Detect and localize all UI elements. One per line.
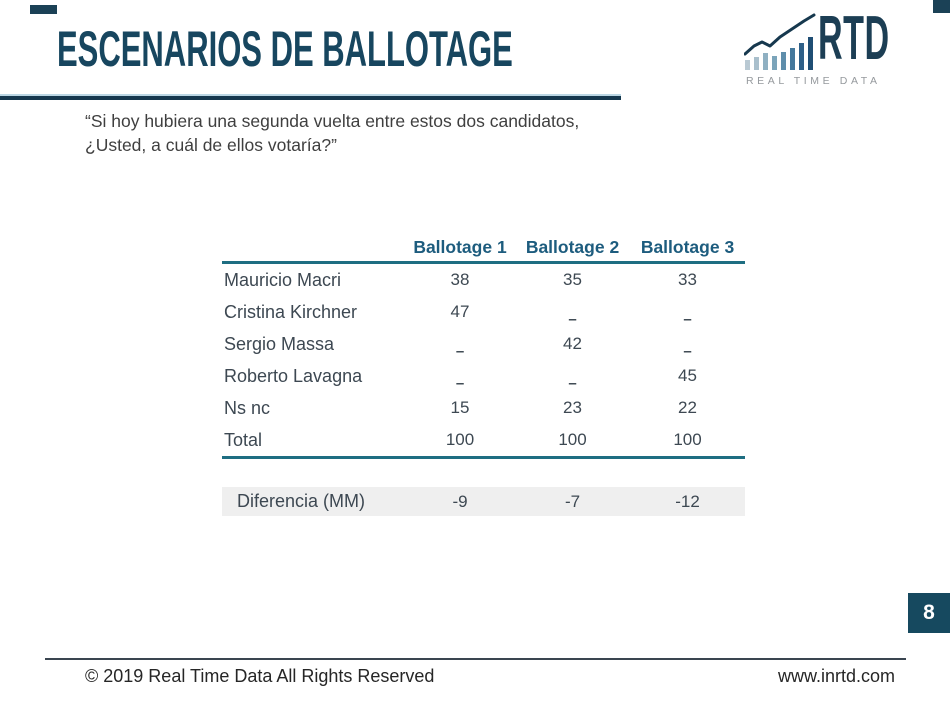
table-header-row	[222, 233, 745, 261]
table-cell-value: –	[568, 374, 577, 392]
diferencia-row	[222, 487, 745, 516]
ballotage-table	[222, 233, 745, 459]
table-cell-value: 15	[450, 398, 470, 417]
survey-question	[85, 109, 579, 157]
row-label: Roberto Lavagna	[224, 365, 363, 386]
page-number-badge: 8	[908, 593, 950, 633]
row-label: Sergio Massa	[224, 333, 335, 354]
table-cell-value: 23	[563, 398, 582, 417]
table-cell-value: 100	[445, 430, 475, 449]
table-cell-value: 42	[563, 334, 582, 353]
table-row-total	[222, 424, 745, 456]
logo-wordmark: RTD	[818, 4, 890, 73]
diferencia-value: -12	[675, 491, 700, 511]
table-cell-value: –	[455, 342, 465, 360]
table-cell-value: 100	[673, 430, 702, 449]
table-cell-value: –	[683, 310, 692, 328]
column-header-ballotage-3: Ballotage 3	[640, 236, 735, 257]
table-row	[222, 328, 745, 360]
title-underline	[0, 94, 621, 100]
row-label: Mauricio Macri	[224, 269, 342, 290]
top-right-accent-bar	[933, 0, 950, 13]
table-cell-value: 22	[678, 398, 697, 417]
diferencia-value: -7	[564, 491, 581, 511]
survey-question-line1: “Si hoy hubiera una segunda vuelta entre estos dos candidatos,	[85, 111, 580, 131]
bar-chart-trend-icon	[744, 12, 820, 72]
table-bottom-rule	[222, 456, 745, 459]
table-row	[222, 264, 745, 296]
table-cell-value: –	[683, 342, 692, 360]
survey-question-line2: ¿Usted, a cuál de ellos votaría?”	[85, 135, 337, 155]
row-label: Total	[224, 429, 263, 450]
table-cell-value: 33	[678, 270, 697, 289]
table-cell-value: 45	[678, 366, 697, 385]
copyright-text: © 2019 Real Time Data All Rights Reserved	[85, 666, 435, 686]
diferencia-value: -9	[452, 491, 468, 511]
footer-divider	[45, 658, 906, 660]
website-link[interactable]: www.inrtd.com	[777, 666, 895, 686]
table-cell-value: 35	[563, 270, 582, 289]
column-header-ballotage-1: Ballotage 1	[413, 236, 507, 257]
table-cell-value: 38	[450, 270, 470, 289]
row-label: Ns nc	[224, 397, 271, 418]
table-cell-value: 100	[558, 430, 587, 449]
table-cell-value: –	[568, 310, 577, 328]
diferencia-label: Diferencia (MM)	[237, 491, 366, 511]
table-cell-value: 47	[450, 302, 470, 321]
top-left-accent-bar	[30, 5, 57, 14]
table-row	[222, 296, 745, 328]
page-title: ESCENARIOS DE BALLOTAGE	[57, 21, 513, 77]
rtd-logo	[744, 4, 894, 90]
table-row	[222, 360, 745, 392]
table-row	[222, 392, 745, 424]
row-label: Cristina Kirchner	[224, 301, 358, 322]
logo-subtitle: REAL TIME DATA	[746, 75, 881, 87]
column-header-ballotage-2: Ballotage 2	[525, 236, 620, 257]
table-cell-value: –	[455, 374, 465, 392]
